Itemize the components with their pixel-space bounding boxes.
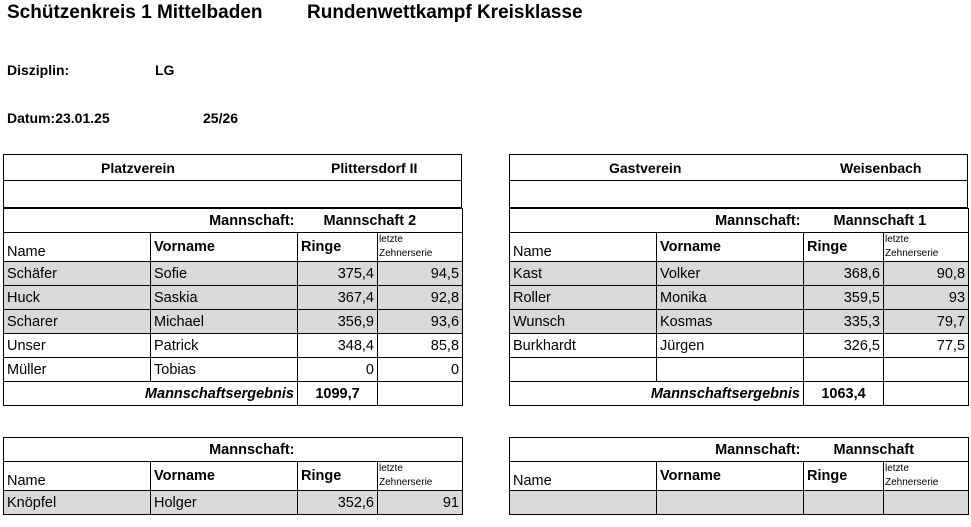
- result-empty: [884, 382, 969, 406]
- team-row: [4, 438, 463, 462]
- col-vorname: Vorname: [657, 233, 804, 262]
- cell-serie: 93: [884, 286, 969, 310]
- table-row: [4, 491, 463, 515]
- cell-vorname: Volker: [657, 262, 804, 286]
- col-serie: letzte Zehnerserie: [884, 233, 969, 262]
- result-value: 1063,4: [804, 382, 884, 406]
- col-ringe: Ringe: [298, 462, 378, 491]
- cell-name: Roller: [510, 286, 657, 310]
- cell-ringe: 348,4: [298, 334, 378, 358]
- result-label: Mannschaftsergebnis: [4, 382, 298, 406]
- table-row: [4, 358, 463, 382]
- table-row: [510, 334, 969, 358]
- col-vorname: Vorname: [151, 462, 298, 491]
- cell-ringe: 359,5: [804, 286, 884, 310]
- cell-serie: [884, 358, 969, 382]
- team-name: [298, 438, 463, 462]
- column-header-row: [510, 233, 969, 262]
- table-row: [4, 334, 463, 358]
- cell-name: Scharer: [4, 310, 151, 334]
- col-name: Name: [4, 233, 151, 262]
- cell-vorname: [657, 358, 804, 382]
- table-row: [510, 286, 969, 310]
- home-club-box: [3, 154, 462, 181]
- col-name: Name: [510, 233, 657, 262]
- col-ringe: Ringe: [804, 462, 884, 491]
- cell-vorname: Tobias: [151, 358, 298, 382]
- cell-name: Kast: [510, 262, 657, 286]
- cell-vorname: Jürgen: [657, 334, 804, 358]
- disziplin-value: LG: [155, 62, 175, 78]
- cell-vorname: Saskia: [151, 286, 298, 310]
- col-name: Name: [510, 462, 657, 491]
- cell-ringe: [804, 491, 884, 515]
- cell-name: Knöpfel: [4, 491, 151, 515]
- guest-team-table: [509, 208, 969, 406]
- team-row: [510, 438, 969, 462]
- cell-vorname: Kosmas: [657, 310, 804, 334]
- table-row: [510, 310, 969, 334]
- home-club-label: Platzverein: [101, 160, 175, 176]
- result-label: Mannschaftsergebnis: [510, 382, 804, 406]
- cell-vorname: Sofie: [151, 262, 298, 286]
- cell-serie: 92,8: [378, 286, 463, 310]
- cell-serie: 90,8: [884, 262, 969, 286]
- cell-name: Burkhardt: [510, 334, 657, 358]
- cell-serie: 93,6: [378, 310, 463, 334]
- table-row: [4, 310, 463, 334]
- cell-ringe: 335,3: [804, 310, 884, 334]
- team-label: Mannschaft:: [4, 209, 298, 233]
- table-row: [510, 491, 969, 515]
- team-name: Mannschaft 1: [804, 209, 969, 233]
- cell-vorname: Michael: [151, 310, 298, 334]
- cell-ringe: 356,9: [298, 310, 378, 334]
- home-team-panel: [3, 154, 462, 406]
- cell-serie: 94,5: [378, 262, 463, 286]
- cell-name: Müller: [4, 358, 151, 382]
- team-name: Mannschaft 2: [298, 209, 463, 233]
- disziplin-label: Disziplin:: [7, 62, 70, 78]
- cell-vorname: Patrick: [151, 334, 298, 358]
- cell-ringe: 0: [298, 358, 378, 382]
- cell-serie: 0: [378, 358, 463, 382]
- team-label: Mannschaft:: [4, 438, 298, 462]
- cell-ringe: 368,6: [804, 262, 884, 286]
- cell-serie: 77,5: [884, 334, 969, 358]
- team-name: Mannschaft: [804, 438, 969, 462]
- col-vorname: Vorname: [151, 233, 298, 262]
- cell-ringe: 375,4: [298, 262, 378, 286]
- cell-name: Huck: [4, 286, 151, 310]
- cell-serie: 79,7: [884, 310, 969, 334]
- col-serie: letzte Zehnerserie: [378, 462, 463, 491]
- guest-club-box: [509, 154, 968, 181]
- cell-name: [510, 358, 657, 382]
- column-header-row: [4, 462, 463, 491]
- col-ringe: Ringe: [804, 233, 884, 262]
- guest-club-name: Weisenbach: [840, 160, 922, 176]
- column-header-row: [4, 233, 463, 262]
- table-row: [510, 358, 969, 382]
- cell-ringe: 352,6: [298, 491, 378, 515]
- cell-name: Wunsch: [510, 310, 657, 334]
- team-row: [510, 209, 969, 233]
- col-vorname: Vorname: [657, 462, 804, 491]
- team-label: Mannschaft:: [510, 438, 804, 462]
- result-empty: [378, 382, 463, 406]
- cell-serie: 85,8: [378, 334, 463, 358]
- cell-name: Schäfer: [4, 262, 151, 286]
- table-row: [4, 286, 463, 310]
- home-club-name: Plittersdorf II: [331, 160, 418, 176]
- guest-team-2-table: [509, 437, 969, 515]
- cell-serie: [884, 491, 969, 515]
- team-label: Mannschaft:: [510, 209, 804, 233]
- spacer: [3, 181, 462, 208]
- col-serie: letzte Zehnerserie: [378, 233, 463, 262]
- cell-vorname: Holger: [151, 491, 298, 515]
- cell-vorname: Monika: [657, 286, 804, 310]
- table-row: [510, 262, 969, 286]
- col-ringe: Ringe: [298, 233, 378, 262]
- cell-name: [510, 491, 657, 515]
- home-team-2-table: [3, 437, 463, 515]
- result-row: [4, 382, 463, 406]
- cell-ringe: 367,4: [298, 286, 378, 310]
- cell-ringe: 326,5: [804, 334, 884, 358]
- guest-club-label: Gastverein: [609, 160, 682, 176]
- cell-serie: 91: [378, 491, 463, 515]
- result-value: 1099,7: [298, 382, 378, 406]
- table-row: [4, 262, 463, 286]
- cell-vorname: [657, 491, 804, 515]
- datum-label: Datum:23.01.25: [7, 110, 110, 126]
- page-title: Rundenwettkampf Kreisklasse: [307, 2, 583, 23]
- column-header-row: [510, 462, 969, 491]
- org-title: Schützenkreis 1 Mittelbaden: [7, 2, 263, 23]
- result-row: [510, 382, 969, 406]
- home-team-2-panel: [3, 437, 462, 515]
- season-label: 25/26: [203, 110, 239, 126]
- cell-ringe: [804, 358, 884, 382]
- cell-name: Unser: [4, 334, 151, 358]
- col-name: Name: [4, 462, 151, 491]
- guest-team-panel: [509, 154, 968, 406]
- home-team-table: [3, 208, 463, 406]
- spacer: [509, 181, 968, 208]
- guest-team-2-panel: [509, 437, 968, 515]
- col-serie: letzte Zehnerserie: [884, 462, 969, 491]
- team-row: [4, 209, 463, 233]
